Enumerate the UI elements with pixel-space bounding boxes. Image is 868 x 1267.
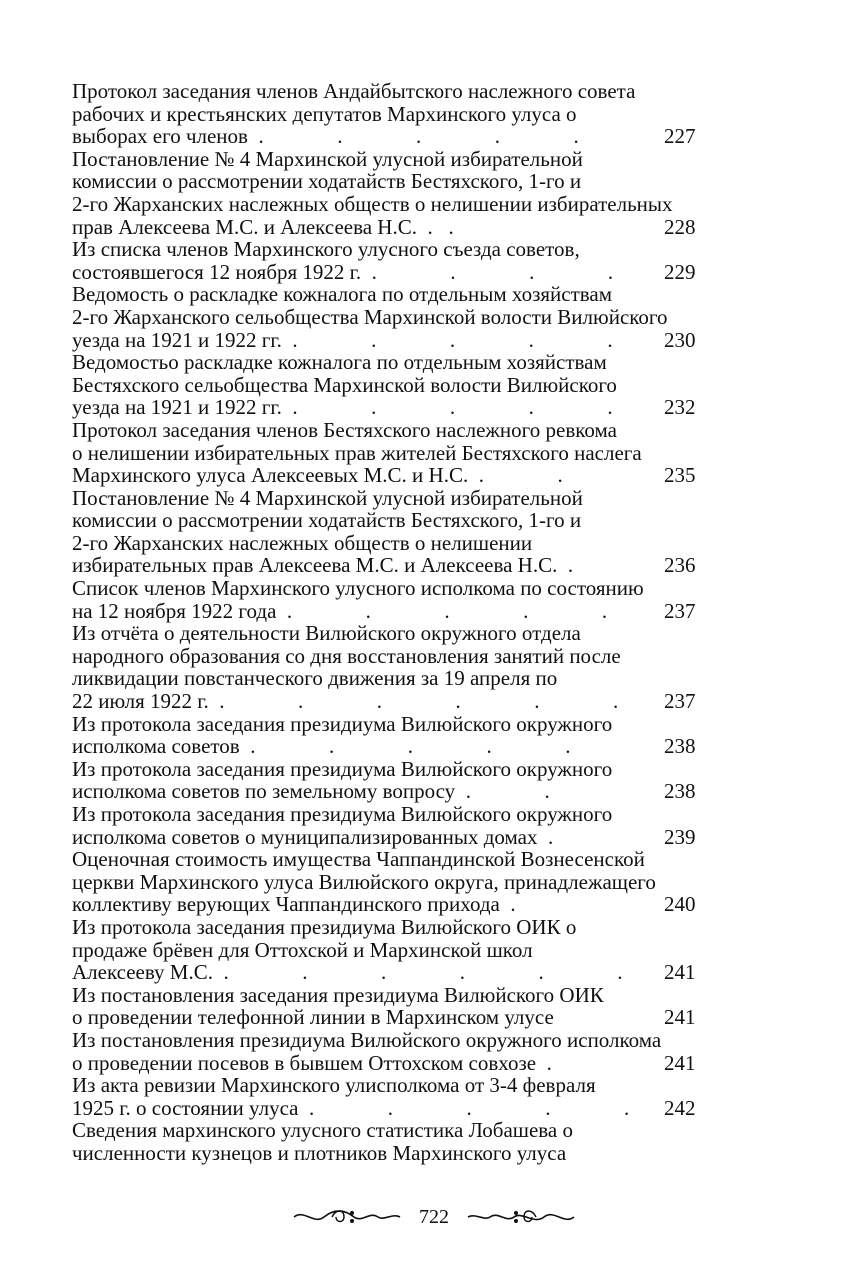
page-number-ref: 232 — [664, 395, 696, 420]
entry-title-text: Алексееву М.С. — [72, 960, 213, 985]
toc-entry — [72, 351, 722, 419]
entry-title-text: 2-го Жарханских наслежных обществ о нелишении избирательных — [72, 191, 673, 216]
entry-line — [72, 1029, 722, 1052]
dot-leader: . . . . . — [309, 1095, 630, 1120]
dot-leader: . . . . . . — [223, 960, 623, 985]
dot-leader: . . . . . . — [219, 689, 619, 714]
entry-title-text: 22 июля 1922 г. — [72, 689, 209, 714]
entry-title-text: численности кузнецов и плотников Мархинского улуса — [72, 1140, 567, 1165]
page-number-ref: 238 — [664, 734, 696, 759]
dot-leader: . . — [427, 214, 454, 239]
entry-line — [72, 848, 722, 871]
entry-title-text: Из отчёта о деятельности Вилюйского окружного отдела — [72, 621, 581, 646]
toc-entry — [72, 848, 722, 916]
entry-line — [72, 1006, 722, 1029]
entry-line — [72, 532, 722, 555]
entry-line — [72, 419, 722, 442]
toc-entry — [72, 148, 722, 238]
dot-leader: . . — [478, 463, 563, 488]
page-number-ref: 227 — [664, 124, 696, 149]
dot-leader: . . . . . — [250, 734, 571, 759]
entry-title-text: Из протокола заседания президиума Вилюйского ОИК о — [72, 914, 577, 939]
entry-title-text: народного образования со дня восстановления занятий после — [72, 643, 621, 668]
entry-title-text: Постановление № 4 Мархинской улусной избирательной — [72, 146, 583, 171]
page-footer — [0, 1205, 868, 1229]
entry-line — [72, 103, 722, 126]
entry-line — [72, 509, 722, 532]
entry-line — [72, 283, 722, 306]
page-number-ref: 238 — [664, 779, 696, 804]
table-of-contents — [72, 80, 722, 1165]
entry-line — [72, 939, 722, 962]
entry-title-text: исполкома советов о муниципализированных домах — [72, 824, 538, 849]
dot-leader: . . . . . — [292, 327, 613, 352]
entry-title-text: прав Алексеева М.С. и Алексеева Н.С. — [72, 214, 417, 239]
toc-entry — [72, 577, 722, 622]
entry-line — [72, 261, 722, 284]
entry-line — [72, 329, 722, 352]
toc-entry — [72, 80, 722, 148]
toc-entry — [72, 758, 722, 803]
page-number-ref: 239 — [664, 824, 696, 849]
toc-entry — [72, 238, 722, 283]
page-number-ref: 235 — [664, 463, 696, 488]
page-number-ref: 240 — [664, 892, 696, 917]
entry-title-text: Ведомостьо раскладке кожналога по отдельным хозяйствам — [72, 350, 607, 375]
dot-leader: . . . . — [371, 259, 614, 284]
page-number: 722 — [419, 1205, 449, 1228]
entry-title-text: Из списка членов Мархинского улусного съезда советов, — [72, 237, 580, 262]
entry-title-text: Бестяхского сельобщества Мархинской волости Вилюйского — [72, 372, 617, 397]
entry-line — [72, 80, 722, 103]
entry-title-text: Оценочная стоимость имущества Чаппандинской Вознесенской — [72, 847, 645, 872]
entry-title-text: исполкома советов по земельному вопросу — [72, 779, 456, 804]
entry-line — [72, 442, 722, 465]
entry-line — [72, 984, 722, 1007]
toc-entry — [72, 622, 722, 712]
page-number-ref: 237 — [664, 689, 696, 714]
entry-line — [72, 396, 722, 419]
entry-title-text: состоявшегося 12 ноября 1922 г. — [72, 259, 362, 284]
entry-title-text: Ведомость о раскладке кожналога по отдельным хозяйствам — [72, 282, 613, 307]
toc-entry — [72, 984, 722, 1029]
entry-title-text: выборах его членов — [72, 124, 248, 149]
toc-entry — [72, 419, 722, 487]
entry-line — [72, 780, 722, 803]
entry-line — [72, 487, 722, 510]
toc-entry — [72, 1029, 722, 1074]
entry-title-text: Протокол заседания членов Бестяхского наслежного ревкома — [72, 417, 617, 442]
entry-line — [72, 1142, 722, 1165]
entry-title-text: Из протокола заседания президиума Вилюйского окружного — [72, 756, 613, 781]
entry-title-text: 1925 г. о состоянии улуса — [72, 1095, 299, 1120]
dot-leader: . — [548, 824, 554, 849]
dot-leader: . . . . . — [292, 395, 613, 420]
page-number-ref: 236 — [664, 553, 696, 578]
dot-leader: . — [546, 1050, 552, 1075]
entry-line — [72, 125, 722, 148]
entry-line — [72, 1119, 722, 1142]
entry-line — [72, 193, 722, 216]
entry-line — [72, 464, 722, 487]
page-number-ref: 228 — [664, 214, 696, 239]
dot-leader: . . — [465, 779, 550, 804]
entry-line — [72, 645, 722, 668]
entry-line — [72, 216, 722, 239]
entry-title-text: уезда на 1921 и 1922 гг. — [72, 327, 282, 352]
entry-title-text: на 12 ноября 1922 года — [72, 598, 277, 623]
entry-title-text: о проведении телефонной линии в Мархинском улусе — [72, 1005, 554, 1030]
left-ornament-icon — [292, 1207, 402, 1227]
entry-title-text: церкви Мархинского улуса Вилюйского округа, принадлежащего — [72, 869, 656, 894]
entry-title-text: ликвидации повстанческого движения за 19 апреля по — [72, 666, 558, 691]
toc-entry — [72, 487, 722, 577]
entry-line — [72, 306, 722, 329]
entry-line — [72, 916, 722, 939]
entry-line — [72, 690, 722, 713]
entry-line — [72, 374, 722, 397]
entry-line — [72, 148, 722, 171]
toc-entry — [72, 916, 722, 984]
entry-title-text: комиссии о рассмотрении ходатайств Бестяхского, 1-го и — [72, 169, 582, 194]
entry-line — [72, 1097, 722, 1120]
entry-title-text: Протокол заседания членов Андайбытского наслежного совета — [72, 79, 636, 103]
entry-line — [72, 961, 722, 984]
page-number-ref: 237 — [664, 598, 696, 623]
entry-title-text: рабочих и крестьянских депутатов Мархинского улуса о — [72, 101, 577, 126]
entry-line — [72, 554, 722, 577]
entry-line — [72, 667, 722, 690]
toc-entry — [72, 1074, 722, 1119]
toc-entry — [72, 1119, 722, 1164]
entry-title-text: Из протокола заседания президиума Вилюйского окружного — [72, 711, 613, 736]
entry-title-text: Список членов Мархинского улусного исполкома по состоянию — [72, 576, 644, 601]
page-number-ref: 241 — [664, 1050, 696, 1075]
entry-line — [72, 622, 722, 645]
page-number-ref: 241 — [664, 1005, 696, 1030]
entry-title-text: о нелишении избирательных прав жителей Бестяхского наслега — [72, 440, 642, 465]
entry-title-text: о проведении посевов в бывшем Оттохском совхозе — [72, 1050, 537, 1075]
entry-title-text: Сведения мархинского улусного статистика Лобашева о — [72, 1118, 573, 1143]
page-number-ref: 229 — [664, 259, 696, 284]
entry-title-text: Постановление № 4 Мархинской улусной избирательной — [72, 485, 583, 510]
entry-title-text: 2-го Жарханского сельобщества Мархинской волости Вилюйского — [72, 304, 668, 329]
dot-leader: . . . . . — [258, 124, 579, 149]
entry-title-text: избирательных прав Алексеева М.С. и Алексеева Н.С. — [72, 553, 558, 578]
toc-entry — [72, 283, 722, 351]
entry-line — [72, 600, 722, 623]
toc-entry — [72, 803, 722, 848]
entry-line — [72, 1074, 722, 1097]
entry-line — [72, 238, 722, 261]
entry-line — [72, 893, 722, 916]
entry-title-text: Из акта ревизии Мархинского улисполкома от 3-4 февраля — [72, 1073, 596, 1098]
entry-line — [72, 713, 722, 736]
entry-line — [72, 826, 722, 849]
entry-title-text: коллективу верующих Чаппандинского прихода — [72, 892, 500, 917]
entry-title-text: Из постановления президиума Вилюйского окружного исполкома — [72, 1027, 662, 1052]
page-number-ref: 242 — [664, 1095, 696, 1120]
entry-line — [72, 871, 722, 894]
entry-title-text: уезда на 1921 и 1922 гг. — [72, 395, 282, 420]
entry-title-text: исполкома советов — [72, 734, 240, 759]
entry-line — [72, 577, 722, 600]
entry-title-text: Из постановления заседания президиума Вилюйского ОИК — [72, 982, 604, 1007]
entry-title-text: Мархинского улуса Алексеевых М.С. и Н.С. — [72, 463, 469, 488]
dot-leader: . . . . . — [286, 598, 608, 623]
dot-leader: . — [510, 892, 516, 917]
entry-line — [72, 803, 722, 826]
right-ornament-icon — [466, 1207, 576, 1227]
page-number-ref: 230 — [664, 327, 696, 352]
toc-entry — [72, 713, 722, 758]
entry-title-text: продаже брёвен для Оттохской и Мархинской школ — [72, 937, 533, 962]
entry-line — [72, 1052, 722, 1075]
entry-line — [72, 170, 722, 193]
entry-title-text: Из протокола заседания президиума Вилюйского окружного — [72, 802, 613, 826]
entry-title-text: 2-го Жарханских наслежных обществ о нелишении — [72, 530, 533, 555]
entry-line — [72, 351, 722, 374]
page-number-ref: 241 — [664, 960, 696, 985]
dot-leader: . — [567, 553, 574, 578]
entry-line — [72, 735, 722, 758]
entry-line — [72, 758, 722, 781]
entry-title-text: комиссии о рассмотрении ходатайств Бестяхского, 1-го и — [72, 508, 582, 533]
